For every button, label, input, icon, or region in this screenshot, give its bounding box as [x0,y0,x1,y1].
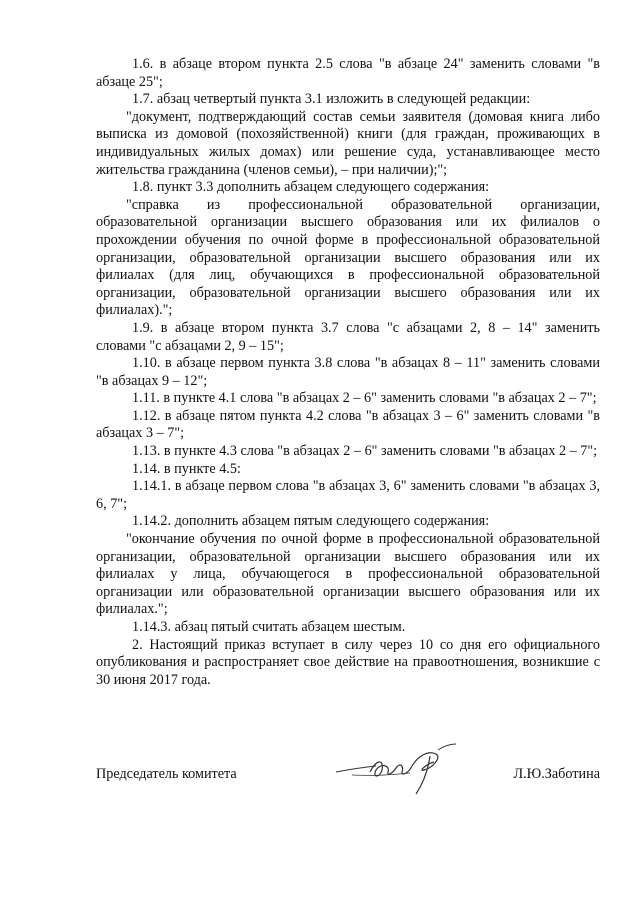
paragraph-1-7: 1.7. абзац четвертый пункта 3.1 изложить в следующей редакции: [132,91,531,108]
paragraph-1-14-1: 1.14.1. в абзаце первом слова "в абзацах 3, 6" заменить словами "в абзацах 3, 6, 7"; [96,478,600,512]
quote-certificate: "справка из профессиональной образовательной организации, образовательной организации высшего образования или их филиалов о прохождении обучения по очной форме в профессиональной образовательной организации, образовательной организации высшего образования или их филиалах (для лиц, обучающихся в профессиональной образовательной организации, образовательной организации высшего образования или их филиалах)."; [96,196,600,319]
paragraph-1-11: 1.11. в пункте 4.1 слова "в абзацах 2 – 6" заменить словами "в абзацах 2 – 7"; [132,390,597,407]
paragraph-1-6: 1.6. в абзаце втором пункта 2.5 слова "в абзаце 24" заменить словами "в абзаце 25"; [96,56,600,90]
paragraph-2: 2. Настоящий приказ вступает в силу через 10 со дня его официального опубликования и распространяет свое действие на правоотношения, возникшие с 30 июня 2017 года. [96,636,600,688]
quote-document: "документ, подтверждающий состав семьи заявителя (домовая книга либо выписка из домовой (похозяйственной) книги (для граждан, проживающих в индивидуальных жилых домах) или решение суда, устанавливающее место жительства гражданина (членов семьи), – при наличии);"; [96,108,600,178]
paragraph-1-14-3: 1.14.3. абзац пятый считать абзацем шестым. [132,619,406,635]
handwritten-signature [332,742,462,802]
paragraph-1-14: 1.14. в пункте 4.5: [132,460,241,477]
signature-block [96,748,600,808]
signatory-name: Л.Ю.Заботина [513,766,600,782]
paragraph-1-9: 1.9. в абзаце втором пункта 3.7 слова "с абзацами 2, 8 – 14" заменить словами "с абзацами 2, 9 – 15"; [96,319,600,354]
paragraph-1-13: 1.13. в пункте 4.3 слова "в абзацах 2 – 6" заменить словами "в абзацах 2 – 7"; [132,443,598,460]
paragraph-1-8: 1.8. пункт 3.3 дополнить абзацем следующего содержания: [132,179,490,196]
paragraph-1-12: 1.12. в абзаце пятом пункта 4.2 слова "в абзацах 3 – 6" заменить словами "в абзацах 3 – 7"; [96,407,600,442]
document-body [96,56,600,689]
paragraph-1-10: 1.10. в абзаце первом пункта 3.8 слова "в абзацах 8 – 11" заменить словами "в абзацах 9 – 12"; [96,355,600,389]
paragraph-1-14-2: 1.14.2. дополнить абзацем пятым следующего содержания: [132,513,490,530]
signatory-position: Председатель комитета [96,766,237,782]
quote-graduation: "окончание обучения по очной форме в профессиональной образовательной организации, образовательной организации высшего образования или их филиалах у лица, обучающегося в профессиональной образовательной организации или образовательной организации высшего образования или их филиалах."; [96,531,600,618]
